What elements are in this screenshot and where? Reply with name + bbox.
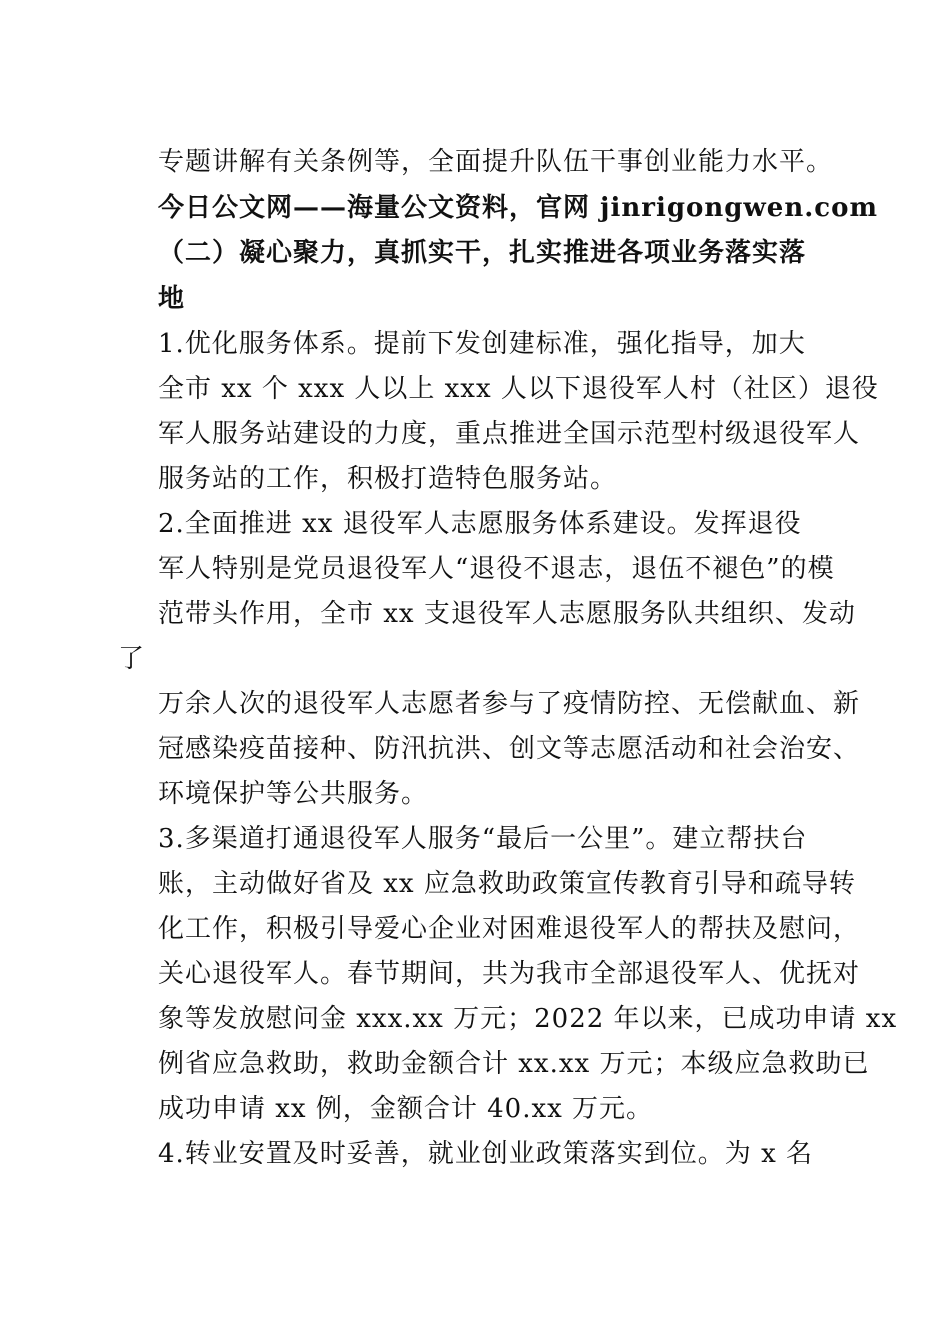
text-line-15: 环境保护等公共服务。 <box>158 779 429 809</box>
text-line-12: 了 <box>118 644 146 674</box>
text-line-21: 例省应急救助，救助金额合计 xx.xx 万元；本级应急救助已 <box>158 1049 870 1079</box>
text-line-18: 化工作，积极引导爱心企业对困难退役军人的帮扶及慰问， <box>158 914 861 944</box>
text-line-1: 专题讲解有关条例等，全面提升队伍干事创业能力水平。 <box>158 147 834 177</box>
text-line-20: 象等发放慰问金 xxx.xx 万元；2022 年以来，已成功申请 xx <box>158 1004 898 1034</box>
text-line-22: 成功申请 xx 例，金额合计 40.xx 万元。 <box>158 1094 654 1124</box>
text-line-16: 3.多渠道打通退役军人服务“最后一公里”。建立帮扶台 <box>158 824 808 854</box>
text-line-19: 关心退役军人。春节期间，共为我市全部退役军人、优抚对 <box>158 959 861 989</box>
text-line-23: 4.转业安置及时妥善，就业创业政策落实到位。为 x 名 <box>158 1139 813 1169</box>
text-line-8: 服务站的工作，积极打造特色服务站。 <box>158 464 618 494</box>
text-line-9: 2.全面推进 xx 退役军人志愿服务体系建设。发挥退役 <box>158 509 802 539</box>
text-line-11: 范带头作用，全市 xx 支退役军人志愿服务队共组织、发动 <box>158 599 856 629</box>
text-line-10: 军人特别是党员退役军人“退役不退志，退伍不褪色”的模 <box>158 554 835 584</box>
website-banner-line: 今日公文网——海量公文资料，官网 jinrigongwen.com <box>158 193 878 223</box>
text-line-5: 1.优化服务体系。提前下发创建标准，强化指导，加大 <box>158 329 806 359</box>
text-line-17: 账，主动做好省及 xx 应急救助政策宣传教育引导和疏导转 <box>158 869 856 899</box>
text-line-7: 军人服务站建设的力度，重点推进全国示范型村级退役军人 <box>158 419 861 449</box>
text-line-14: 冠感染疫苗接种、防汛抗洪、创文等志愿活动和社会治安、 <box>158 734 861 764</box>
text-line-13: 万余人次的退役军人志愿者参与了疫情防控、无偿献血、新 <box>158 689 861 719</box>
section-heading: （二）凝心聚力，真抓实干，扎实推进各项业务落实落 <box>158 238 807 268</box>
text-line-6: 全市 xx 个 xxx 人以上 xxx 人以下退役军人村（社区）退役 <box>158 374 879 404</box>
section-heading-continuation: 地 <box>158 284 186 314</box>
